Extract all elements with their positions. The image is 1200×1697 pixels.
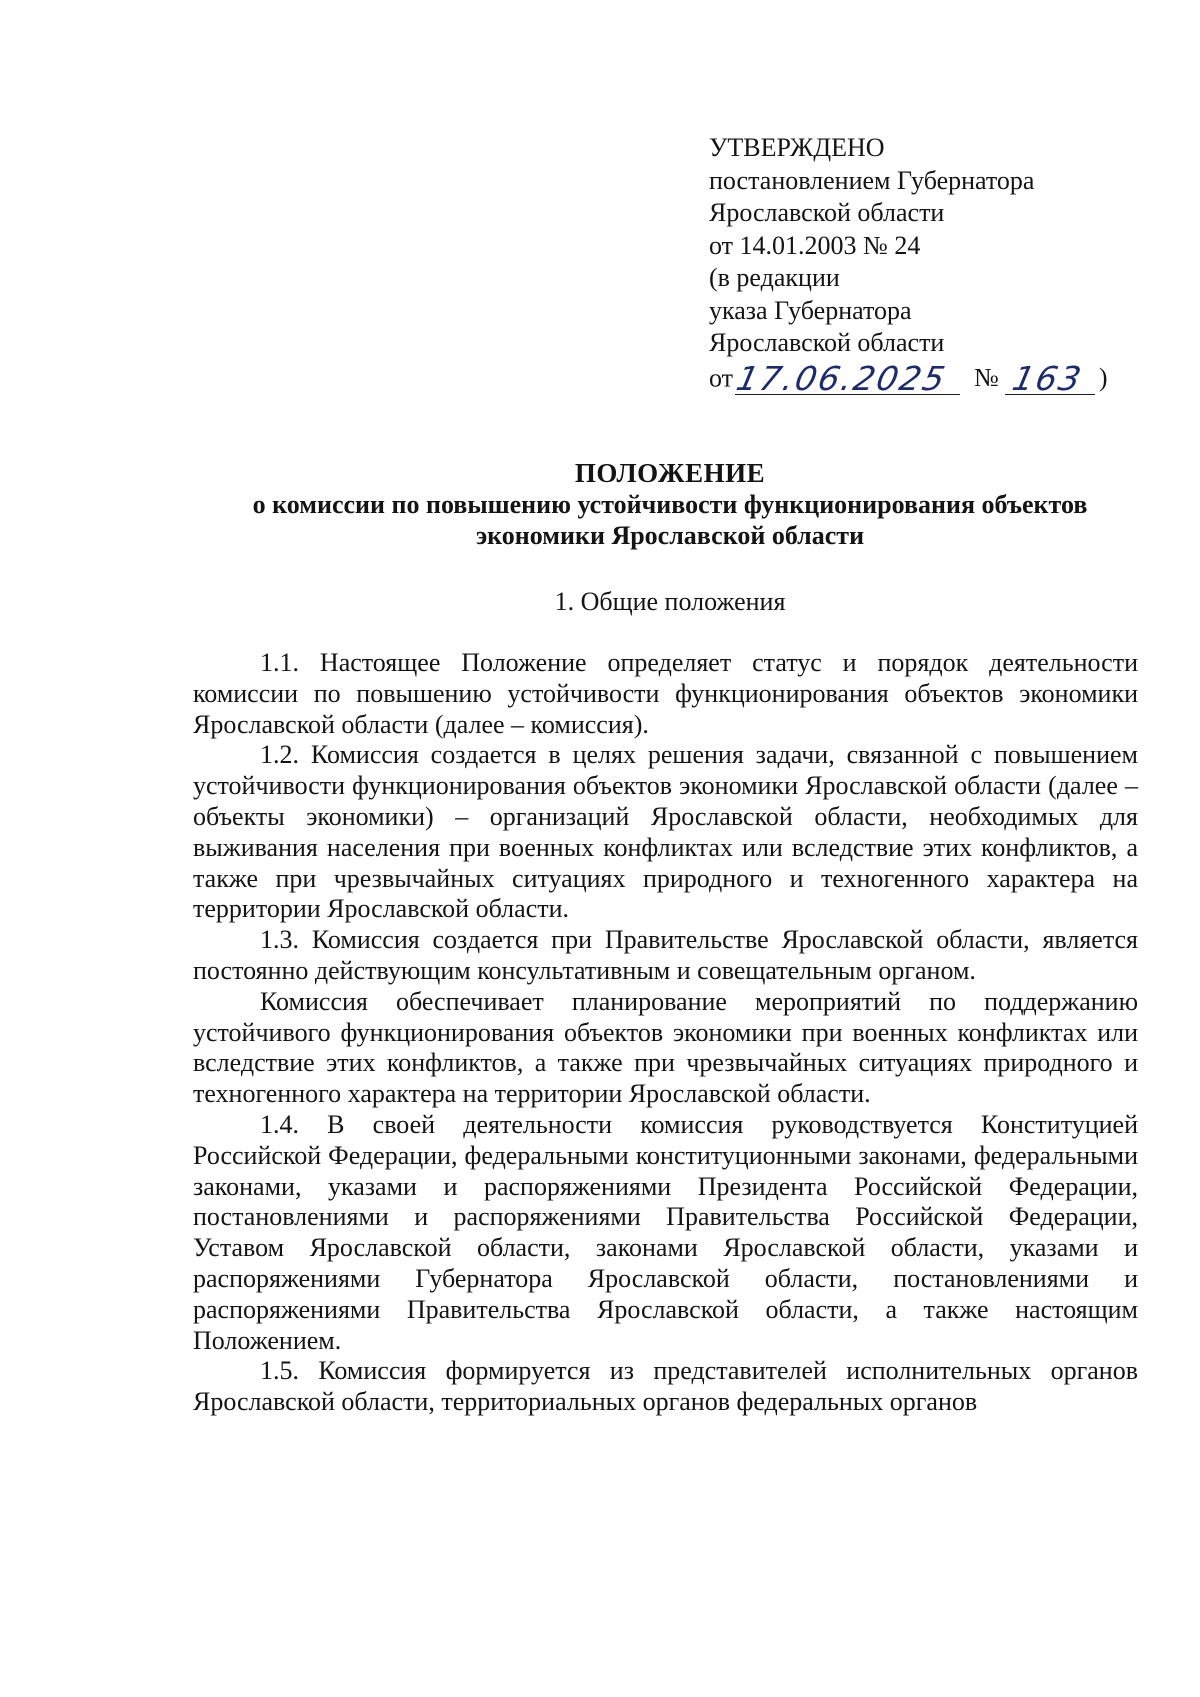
section-body: [193, 648, 1138, 1418]
handwritten-date: 17.06.2025: [733, 359, 951, 398]
approval-decree-ref: от 14.01.2003 № 24: [709, 230, 921, 260]
title-subtitle-line1: о комиссии по повышению устойчивости функционирования объектов: [252, 490, 1088, 519]
handwritten-number: 163: [1008, 359, 1087, 398]
document-title: [130, 458, 1200, 551]
approval-line: Ярославской области: [709, 328, 945, 357]
paragraph-1-3: 1.3. Комиссия создается при Правительстве Ярославской области, является постоянно действующим консультативным и совещательным органом.: [193, 925, 1138, 985]
number-sign: №: [974, 363, 999, 392]
approval-line: Ярославской области: [709, 198, 945, 227]
paragraph-1-1: 1.1. Настоящее Положение определяет статус и порядок деятельности комиссии по повышению устойчивости функционирования объектов экономики Ярославской области (далее – комиссия).: [193, 648, 1138, 739]
handwritten-number-field: [1005, 359, 1095, 398]
paragraph-1-4: 1.4. В своей деятельности комиссия руководствуется Конституцией Российской Федерации, федеральными конституционными законами, федеральными законами, указами и распоряжениями Президента Российской Федерации, постановлениями и распоряжениями Правительства Российской Федерации, Уставом Ярославской области, законами Ярославской области, указами и распоряжениями Губернатора Ярославской области, постановлениями и распоряжениями Правительства Ярославской области, а также настоящим Положением.: [193, 1109, 1138, 1355]
approval-block: [709, 132, 1149, 398]
approval-line: (в редакции: [709, 263, 840, 292]
amendment-date-line: [709, 359, 1149, 398]
paragraph-1-5: 1.5. Комиссия формируется из представителей исполнительных органов Ярославской области, территориальных органов федеральных органов: [193, 1356, 1138, 1417]
paragraph-1-3-continued: Комиссия обеспечивает планирование мероприятий по поддержанию устойчивого функционирования объектов экономики при военных конфликтах или вследствие этих конфликтов, а также при чрезвычайных ситуациях природного и техногенного характера на территории Ярославской области.: [193, 986, 1138, 1109]
paragraph-1-2: 1.2. Комиссия создается в целях решения задачи, связанной с повышением устойчивости функционирования объектов экономики Ярославской области (далее – объекты экономики) – организаций Ярославской области, необходимых для выживания населения при военных конфликтах или вследствие этих конфликтов, а также при чрезвычайных ситуациях природного и техногенного характера на территории Ярославской области.: [193, 740, 1138, 924]
title-subtitle-line2: экономики Ярославской области: [475, 521, 865, 550]
date-prefix: от: [709, 363, 734, 392]
title-main: ПОЛОЖЕНИЕ: [574, 458, 766, 488]
approval-status: УТВЕРЖДЕНО: [709, 133, 885, 162]
approval-line: постановлением Губернатора: [709, 165, 1035, 195]
approval-line: указа Губернатора: [709, 295, 912, 325]
closing-paren: ): [1098, 363, 1108, 392]
handwritten-date-field: [733, 359, 960, 398]
section-heading: 1. Общие положения: [554, 587, 786, 616]
